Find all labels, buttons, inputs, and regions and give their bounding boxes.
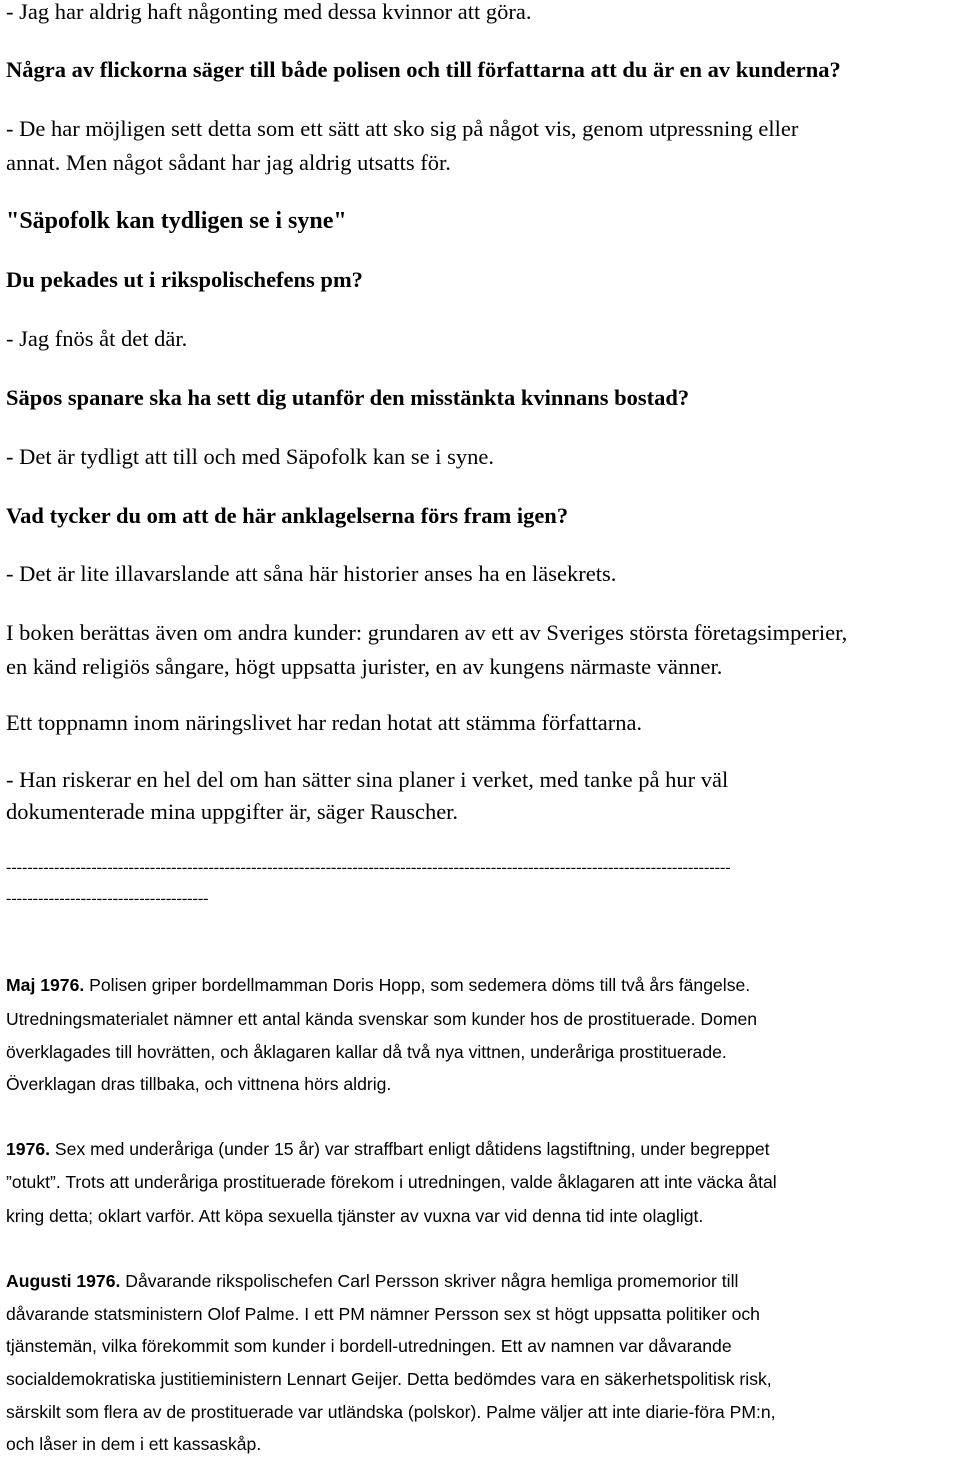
answer-line: - Jag har aldrig haft någonting med dessa kvinnor att göra. — [6, 0, 532, 24]
timeline-date: 1976. — [6, 1139, 51, 1159]
timeline-text: Överklagan dras tillbaka, och vittnena hörs aldrig. — [6, 1074, 392, 1094]
timeline-text: Sex med underåriga (under 15 år) var straffbart enligt dåtidens lagstiftning, under begreppet — [50, 1139, 770, 1159]
section-heading: "Säpofolk kan tydligen se i syne" — [6, 208, 347, 234]
paragraph-line: - Han riskerar en hel del om han sätter sina planer i verket, med tanke på hur väl — [6, 767, 729, 792]
interview-question: Säpos spanare ska ha sett dig utanför den misstänkta kvinnans bostad? — [6, 385, 690, 410]
paragraph-line: I boken berättas även om andra kunder: grundaren av ett av Sveriges största företagsimperier, — [6, 620, 848, 645]
timeline-text: och låser in dem i ett kassaskåp. — [6, 1434, 262, 1454]
timeline-text: socialdemokratiska justitieministern Lennart Geijer. Detta bedömdes vara en säkerhetspolitisk risk, — [6, 1369, 772, 1389]
paragraph-line: Ett toppnamn inom näringslivet har redan hotat att stämma författarna. — [6, 710, 643, 735]
timeline-date: Maj 1976. — [6, 975, 85, 995]
paragraph-line: dokumenterade mina uppgifter är, säger Rauscher. — [6, 799, 459, 824]
answer-line: annat. Men något sådant har jag aldrig utsatts för. — [6, 150, 451, 175]
paragraph-line: en känd religiös sångare, högt uppsatta jurister, en av kungens närmaste vänner. — [6, 654, 723, 679]
timeline-entry-line — [6, 1133, 960, 1166]
answer-line: - Det är lite illavarslande att såna här historier anses ha en läsekrets. — [6, 561, 617, 586]
timeline-date: Augusti 1976. — [6, 1271, 121, 1291]
timeline-text: dåvarande statsministern Olof Palme. I ett PM nämner Persson sex st högt uppsatta politiker och — [6, 1304, 760, 1324]
separator-line: -------------------------------------- — [6, 890, 209, 907]
timeline-text: Dåvarande rikspolischefen Carl Persson skriver några hemliga promemorior till — [120, 1271, 739, 1291]
timeline-text: tjänstemän, vilka förekommit som kunder i bordell-utredningen. Ett av namnen var dåvarande — [6, 1336, 732, 1356]
timeline-entry-line — [6, 1265, 960, 1298]
interview-question: Några av flickorna säger till både polisen och till författarna att du är en av kunderna? — [6, 57, 841, 82]
answer-line: - Det är tydligt att till och med Säpofolk kan se i syne. — [6, 444, 495, 469]
timeline-text: särskilt som flera av de prostituerade var utländska (polskor). Palme väljer att inte diarie-föra PM:n, — [6, 1402, 776, 1422]
timeline-text: överklagades till hovrätten, och åklagaren kallar då två nya vittnen, underåriga prostituerade. — [6, 1042, 727, 1062]
answer-line: - Jag fnös åt det där. — [6, 326, 188, 351]
answer-line: - De har möjligen sett detta som ett sätt att sko sig på något vis, genom utpressning eller — [6, 116, 799, 141]
timeline-text: Polisen griper bordellmamman Doris Hopp, som sedemera döms till två års fängelse. — [84, 975, 751, 995]
timeline-text: Utredningsmaterialet nämner ett antal kända svenskar som kunder hos de prostituerade. Domen — [6, 1009, 758, 1029]
interview-question: Vad tycker du om att de här anklagelserna förs fram igen? — [6, 503, 569, 528]
timeline-entry-line — [6, 969, 960, 1002]
timeline-text: ”otukt”. Trots att underåriga prostituerade förekom i utredningen, valde åklagaren att inte väcka åtal — [6, 1172, 777, 1192]
separator-line: ---------------------------------------------------------------------------------------------------------------------------------------- — [6, 859, 731, 876]
interview-question: Du pekades ut i rikspolischefens pm? — [6, 267, 363, 292]
timeline-text: kring detta; oklart varför. Att köpa sexuella tjänster av vuxna var vid denna tid inte olagligt. — [6, 1206, 704, 1226]
